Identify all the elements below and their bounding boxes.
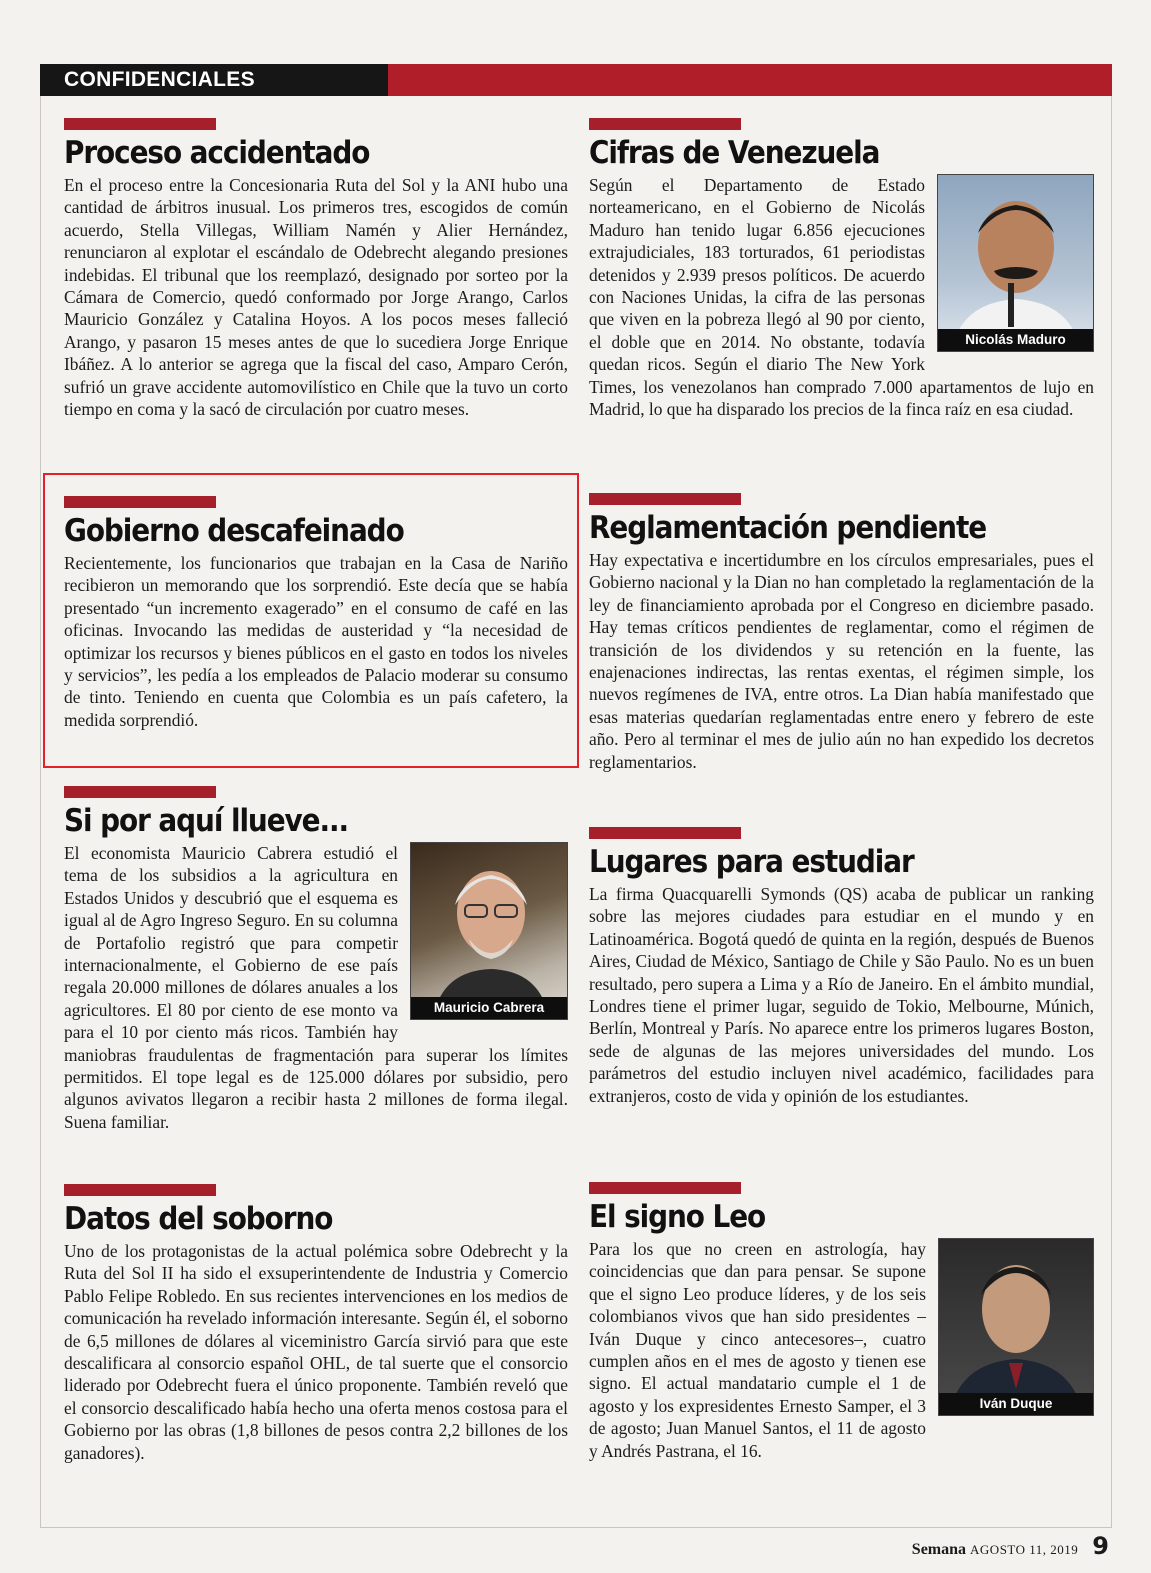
article-accent-bar [64, 786, 216, 798]
article-body: Para los que no creen en astrología, hay coincidencias que dan para pensar. Se supone que el signo Leo produce líderes, y de los seis colombianos vivos que han sido presidentes –Iván Duque y cinco antecesores–, cuatro cumplen años en el mes de agosto y tienen ese signo. El actual mandatario cumple el 1 de agosto y los expresidentes Ernesto Samper, el 3 de agosto; Juan Manuel Santos, el 11 de agosto y Andrés Pastrana, el 16. [589, 1239, 926, 1461]
article-accent-bar [589, 493, 741, 505]
article-accent-bar [64, 1184, 216, 1196]
article-accent-bar [64, 118, 216, 130]
article-lugares-para-estudiar [589, 827, 1094, 1107]
section-label: CONFIDENCIALES [40, 64, 388, 96]
photo-caption: Iván Duque [939, 1393, 1093, 1415]
article-title: Lugares para estudiar [589, 844, 914, 880]
portrait-icon [411, 843, 567, 1019]
photo-mauricio-cabrera [410, 842, 568, 1020]
article-title: Si por aquí llueve... [64, 803, 349, 839]
photo-caption: Mauricio Cabrera [411, 997, 567, 1019]
article-title: El signo Leo [589, 1199, 766, 1235]
article-title: Gobierno descafeinado [64, 513, 404, 549]
article-body: En el proceso entre la Concesionaria Ruta del Sol y la ANI hubo una cantidad de árbitros inusual. Los primeros tres, escogidos de común acuerdo, Stella Villegas, William Namén y Alier Hernández, renunciaron al explotar el escándalo de Odebrecht alegando presiones indebidas. El tribunal que los reemplazó, designado por sorteo por la Cámara de Comercio, quedó conformado por Jorge Arango, Carlos Mauricio González y Catalina Hoyos. A los pocos meses falleció Arango, y pasaron 15 meses antes de que lo sucediera Jorge Enrique Ibáñez. A lo anterior se agrega que la fiscal del caso, Amparo Cerón, sufrió un grave accidente automovilístico en Chile que la tuvo un corto tiempo en coma y la sacó de circulación por cuatro meses. [64, 175, 568, 420]
article-datos-del-soborno [64, 1184, 568, 1464]
highlight-selection-box [43, 473, 579, 768]
photo-caption: Nicolás Maduro [938, 329, 1093, 351]
article-proceso-accidentado [64, 118, 568, 420]
article-title: Cifras de Venezuela [589, 135, 880, 171]
page-footer [912, 1532, 1109, 1560]
page-number: 9 [1092, 1532, 1109, 1560]
article-reglamentacion-pendiente [589, 493, 1094, 773]
publication-name: Semana [911, 1541, 967, 1558]
article-el-signo-leo [589, 1182, 1094, 1462]
article-title: Datos del soborno [64, 1201, 333, 1237]
article-body: El economista Mauricio Cabrera estudió el tema de los subsidios a la agricultura en Estados Unidos y descubrió que el esquema es igual al de Agro Ingreso Seguro. En su columna de Portafolio registró que para competir internacionalmente, el Gobierno de ese país regala 20.000 millones de dólares anuales a los agricultores. El 80 por ciento de ese monto va para el 10 por ciento más ricos. También hay maniobras fraudulentas de fragmentación para superar los límites permitidos. El tope legal es de 125.000 dólares por subsidio, pero algunos avivatos llegaron a recibir hasta 2 millones de forma ilegal. Suena familiar. [64, 843, 568, 1132]
photo-ivan-duque [938, 1238, 1094, 1416]
article-body: Uno de los protagonistas de la actual polémica sobre Odebrecht y la Ruta del Sol II ha sido el exsuperintendente de Industria y Comercio Pablo Felipe Robledo. En sus recientes intervenciones en los medios de comunicación ha revelado información interesante. Según él, el soborno de 6,5 millones de dólares al viceministro García sirvió para que este descalificara al consorcio español OHL, de tal suerte que el consorcio liderado por Odebrecht fuera el único proponente. También reveló que el consorcio descalificado había hecho una oferta menos costosa para el Gobierno por las obras (1,8 billones de pesos contra 2,2 billones de los ganadores). [64, 1241, 568, 1463]
article-body: La firma Quacquarelli Symonds (QS) acaba de publicar un ranking sobre las mejores ciudades para estudiar en el mundo y en Latinoamérica. Bogotá quedó de quinta en la región, después de Buenos Aires, Ciudad de México, Santiago de Chile y São Paulo. No es un buen resultado, pero supera a Lima y a Río de Janeiro. En el ámbito mundial, Londres tiene el primer lugar, seguido de Tokio, Melbourne, Múnich, Berlín, Montreal y París. No aparece entre los primeros lugares Boston, sede de algunas de las mejores universidades del mundo. Los parámetros del estudio incluyen nivel académico, facilidades para extranjeros, costo de vida y opinión de los estudiantes. [589, 884, 1094, 1106]
article-body: Recientemente, los funcionarios que trabajan en la Casa de Nariño recibieron un memorando que los sorprendió. Este decía que se había presentado “un incremento exagerado” en el consumo de café en las oficinas. Invocando las medidas de austeridad y “la necesidad de optimizar los recursos y bienes públicos en el gasto en todos los niveles y servicios”, les pedía a los empleados de Palacio moderar su consumo de tinto. Teniendo en cuenta que Colombia es un país cafetero, la medida sorprendió. [64, 553, 568, 730]
article-si-por-aqui-llueve [64, 786, 568, 1133]
article-cifras-de-venezuela [589, 118, 1094, 420]
photo-nicolas-maduro [937, 174, 1094, 352]
article-title: Proceso accidentado [64, 135, 370, 171]
article-accent-bar [589, 827, 741, 839]
article-body: Según el Departamento de Estado norteamericano, en el Gobierno de Nicolás Maduro han tenido lugar 6.856 ejecuciones extrajudiciales, 183 torturados, 61 periodistas detenidos y 2.939 presos políticos. De acuerdo con Naciones Unidas, la cifra de las personas que viven en la pobreza llegó al 90 por ciento, el doble que en 2014. No obstante, todavía quedan ricos. Según el diario The New York Times, los venezolanos han comprado 7.000 apartamentos de lujo en Madrid, lo que ha disparado los precios de la finca raíz en esa ciudad. [589, 175, 1094, 420]
article-accent-bar [589, 1182, 741, 1194]
article-body: Hay expectativa e incertidumbre en los círculos empresariales, pues el Gobierno nacional y la Dian no han completado la reglamentación de la ley de financiamiento aprobada por el Congreso en diciembre pasado. Hay temas críticos pendientes de reglamentar, como el régimen de transición de los dividendos y su retención en la fuente, las enajenaciones indirectas, las rentas exentas, el régimen simple, los nuevos regímenes de IVA, entre otros. La Dian había manifestado que esas materias quedarían reglamentadas entre enero y febrero de este año. Pero al terminar el mes de julio aún no han expedido los decretos reglamentarios. [589, 550, 1094, 772]
article-title: Reglamentación pendiente [589, 510, 987, 546]
section-header-bar [40, 64, 1112, 96]
portrait-icon [939, 1239, 1093, 1415]
article-accent-bar [589, 118, 741, 130]
issue-date: AGOSTO 11, 2019 [970, 1542, 1079, 1557]
portrait-icon [938, 175, 1093, 351]
